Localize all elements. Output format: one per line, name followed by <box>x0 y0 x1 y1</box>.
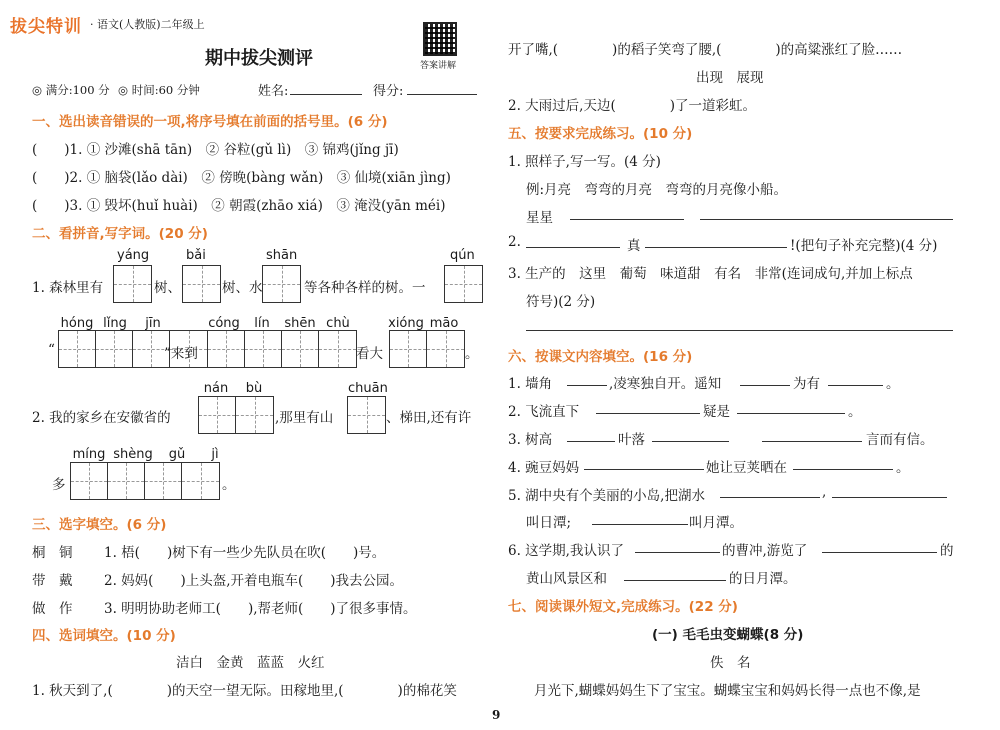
s6-q4-b: 她让豆荚晒在 <box>706 460 787 476</box>
s4-q2: 2. 大雨过后,天边( )了一道彩虹。 <box>508 98 756 114</box>
s2-q1-h: 。 <box>465 346 479 362</box>
s5-q2-a: 2. <box>508 234 521 250</box>
qr-caption: 答案讲解 <box>420 61 457 71</box>
s5-q2-blank-1[interactable] <box>526 247 620 248</box>
s6-q3-a: 3. 树高 <box>508 432 553 448</box>
s5-q2-blank-2[interactable] <box>645 247 787 248</box>
s6-q6-blank-1[interactable] <box>635 552 720 553</box>
pinyin-chuan: chuān <box>348 381 388 396</box>
reading-subtitle: (一) 毛毛虫变蝴蝶(8 分) <box>652 627 804 643</box>
s4-word-bank: 洁白 金黄 蓝蓝 火红 <box>176 655 325 671</box>
s1-row-2: ( )2. ① 脑袋(lǎo dài) ② 傍晚(bàng wǎn) ③ 仙境(xiān jìng) <box>32 170 451 186</box>
pinyin-row-mingshenggujì: míng shèng gǔ jì <box>72 447 219 462</box>
pinyin-row-conglinshenchu: cóng lín shēn chù <box>208 316 350 331</box>
section-1-title: 一、选出读音错误的一项,将序号填在前面的括号里。(6 分) <box>32 114 388 130</box>
s6-q6-blank-3[interactable] <box>624 580 726 581</box>
reading-text: 月光下,蝴蝶妈妈生下了宝宝。蝴蝶宝宝和妈妈长得一点也不像,是 <box>534 683 921 699</box>
s6-q1-a: 1. 墙角 <box>508 376 553 392</box>
s6-q6-blank-2[interactable] <box>822 552 937 553</box>
s6-q4-c: 。 <box>896 460 910 476</box>
write-box-qun[interactable] <box>444 265 483 303</box>
s6-q2-c: 。 <box>848 404 862 420</box>
s6-q5-a: 5. 湖中央有个美丽的小岛,把湖水 <box>508 488 705 504</box>
name-label: 姓名: <box>258 84 289 99</box>
qr-code-icon <box>423 22 457 56</box>
s6-q4-blank-1[interactable] <box>584 469 704 470</box>
score-label: 得分: <box>373 84 404 99</box>
s5-star: 星星 <box>526 210 553 226</box>
s6-q1-blank-1[interactable] <box>567 385 607 386</box>
section-5-title: 五、按要求完成练习。(10 分) <box>508 126 693 142</box>
name-field[interactable] <box>290 94 362 95</box>
s2-q2-d: 多 <box>52 477 66 493</box>
pinyin-row-nanbu: nán bù <box>203 381 263 396</box>
s6-q5-blank-3[interactable] <box>592 524 688 525</box>
s6-q3-blank-3[interactable] <box>762 441 862 442</box>
s6-q2-a: 2. 飞流直下 <box>508 404 580 420</box>
s5-q3-cont: 符号)(2 分) <box>526 294 596 310</box>
write-box-xiongmao[interactable] <box>389 330 465 368</box>
s6-q6-b: 的曹冲,游览了 <box>722 543 808 559</box>
s6-q3-b: 叶落 <box>618 432 645 448</box>
s6-q1-blank-3[interactable] <box>828 385 883 386</box>
s4-q1: 1. 秋天到了,( )的天空一望无际。田稼地里,( )的棉花笑 <box>32 683 457 699</box>
pinyin-shan: shān <box>266 248 298 263</box>
s6-q6-e: 的日月潭。 <box>729 571 797 587</box>
pinyin-bai: bǎi <box>186 248 206 263</box>
section-4-title: 四、选词填空。(10 分) <box>32 628 176 644</box>
s6-q5-c: 叫月潭。 <box>689 515 743 531</box>
s6-q4-blank-2[interactable] <box>793 469 893 470</box>
s6-q3-blank-2[interactable] <box>652 441 729 442</box>
s6-q2-b: 疑是 <box>703 404 730 420</box>
s6-q6-a: 6. 这学期,我认识了 <box>508 543 624 559</box>
s2-q1-f: ”来到 <box>164 346 198 362</box>
write-box-yang[interactable] <box>113 265 152 303</box>
time-limit: ◎ 时间:60 分钟 <box>118 83 200 97</box>
s6-q1-d: 。 <box>886 376 900 392</box>
write-box-chuan[interactable] <box>347 396 386 434</box>
s6-q1-c: 为有 <box>793 376 820 392</box>
s6-q3-c: 言而有信。 <box>866 432 934 448</box>
s5-q2-c: !(把句子补充完整)(4 分) <box>790 238 938 254</box>
s2-q2-c: 、梯田,还有许 <box>386 410 472 426</box>
write-box-conglinshenchu[interactable] <box>207 330 357 368</box>
s2-q1-b: 树、 <box>154 280 181 296</box>
write-box-mingshenggujì[interactable] <box>70 462 220 500</box>
section-7-title: 七、阅读课外短文,完成练习。(22 分) <box>508 599 738 615</box>
s5-q1: 1. 照样子,写一写。(4 分) <box>508 154 661 170</box>
s2-q2-e: 。 <box>222 477 236 493</box>
page-title: 期中拔尖测评 <box>205 48 313 69</box>
write-box-nanbu[interactable] <box>198 396 274 434</box>
reading-author: 佚 名 <box>710 655 751 671</box>
s6-q5-b: 叫日潭; <box>526 515 572 531</box>
s6-q2-blank-2[interactable] <box>737 413 845 414</box>
s6-q3-blank-1[interactable] <box>567 441 615 442</box>
s6-q4-a: 4. 豌豆妈妈 <box>508 460 580 476</box>
s2-q1-a: 1. 森林里有 <box>32 280 104 296</box>
write-box-shan[interactable] <box>262 265 301 303</box>
section-2-title: 二、看拼音,写字词。(20 分) <box>32 226 208 242</box>
s3-sentence-2: 2. 妈妈( )上头盔,开着电瓶车( )我去公园。 <box>104 573 404 589</box>
s2-q1-d: 等各种各样的树。一 <box>304 280 426 296</box>
s6-q6-d: 黄山风景区和 <box>526 571 607 587</box>
section-3-title: 三、选字填空。(6 分) <box>32 517 167 533</box>
s1-row-1: ( )1. ① 沙滩(shā tān) ② 谷粒(gǔ lì) ③ 锦鸡(jǐng jī) <box>32 142 399 158</box>
write-box-bai[interactable] <box>182 265 221 303</box>
s2-q1-g: 看大 <box>356 346 383 362</box>
s6-q1-blank-2[interactable] <box>740 385 790 386</box>
s6-q2-blank-1[interactable] <box>596 413 700 414</box>
brand-logo: 拔尖特训 <box>10 17 82 37</box>
s6-q6-c: 的 <box>940 543 954 559</box>
full-score: ◎ 满分:100 分 <box>32 83 110 97</box>
s5-q3: 3. 生产的 这里 葡萄 味道甜 有名 非常(连词成句,并加上标点 <box>508 266 913 282</box>
s5-star-blank-1[interactable] <box>570 219 684 220</box>
s1-row-3: ( )3. ① 毁坏(huǐ huài) ② 朝霞(zhāo xiá) ③ 淹没(yān méi) <box>32 198 446 214</box>
subject-label: · 语文(人教版)二年级上 <box>90 18 205 31</box>
pinyin-yang: yáng <box>117 248 150 263</box>
s3-options-3: 做 作 <box>32 601 73 617</box>
s2-q2-a: 2. 我的家乡在安徽省的 <box>32 410 171 426</box>
s6-q5-comma: , <box>822 484 827 500</box>
s3-options-1: 桐 铜 <box>32 545 73 561</box>
s5-q2-b: 真 <box>627 238 641 254</box>
score-field[interactable] <box>407 94 477 95</box>
page-number: 9 <box>492 708 501 722</box>
s5-star-blank-2[interactable] <box>700 219 953 220</box>
s4-word-bank-2: 出现 展现 <box>696 70 764 86</box>
s2-q1-c: 树、水 <box>222 280 263 296</box>
s3-options-2: 带 戴 <box>32 573 73 589</box>
s6-q1-b: ,凌寒独自开。遥知 <box>609 376 722 392</box>
s6-q5-blank-1[interactable] <box>720 497 820 498</box>
s3-sentence-1: 1. 梧( )树下有一些少先队员在吹( )号。 <box>104 545 386 561</box>
pinyin-row-xiongmao: xióng māo <box>388 316 459 331</box>
s3-sentence-3: 3. 明明协助老师工( ),帮老师( )了很多事情。 <box>104 601 417 617</box>
s4-q1-cont: 开了嘴,( )的稻子笑弯了腰,( )的高粱涨红了脸…… <box>508 42 903 58</box>
s5-q3-answer-line[interactable] <box>526 330 953 331</box>
s2-q2-b: ,那里有山 <box>275 410 334 426</box>
pinyin-row-honglingjin: hóng lǐng jīn <box>60 316 161 331</box>
section-6-title: 六、按课文内容填空。(16 分) <box>508 349 693 365</box>
s2-q1-e: “ <box>48 342 55 358</box>
s6-q5-blank-2[interactable] <box>832 497 947 498</box>
pinyin-qun: qún <box>450 248 475 263</box>
s5-example: 例:月亮 弯弯的月亮 弯弯的月亮像小船。 <box>526 182 788 198</box>
